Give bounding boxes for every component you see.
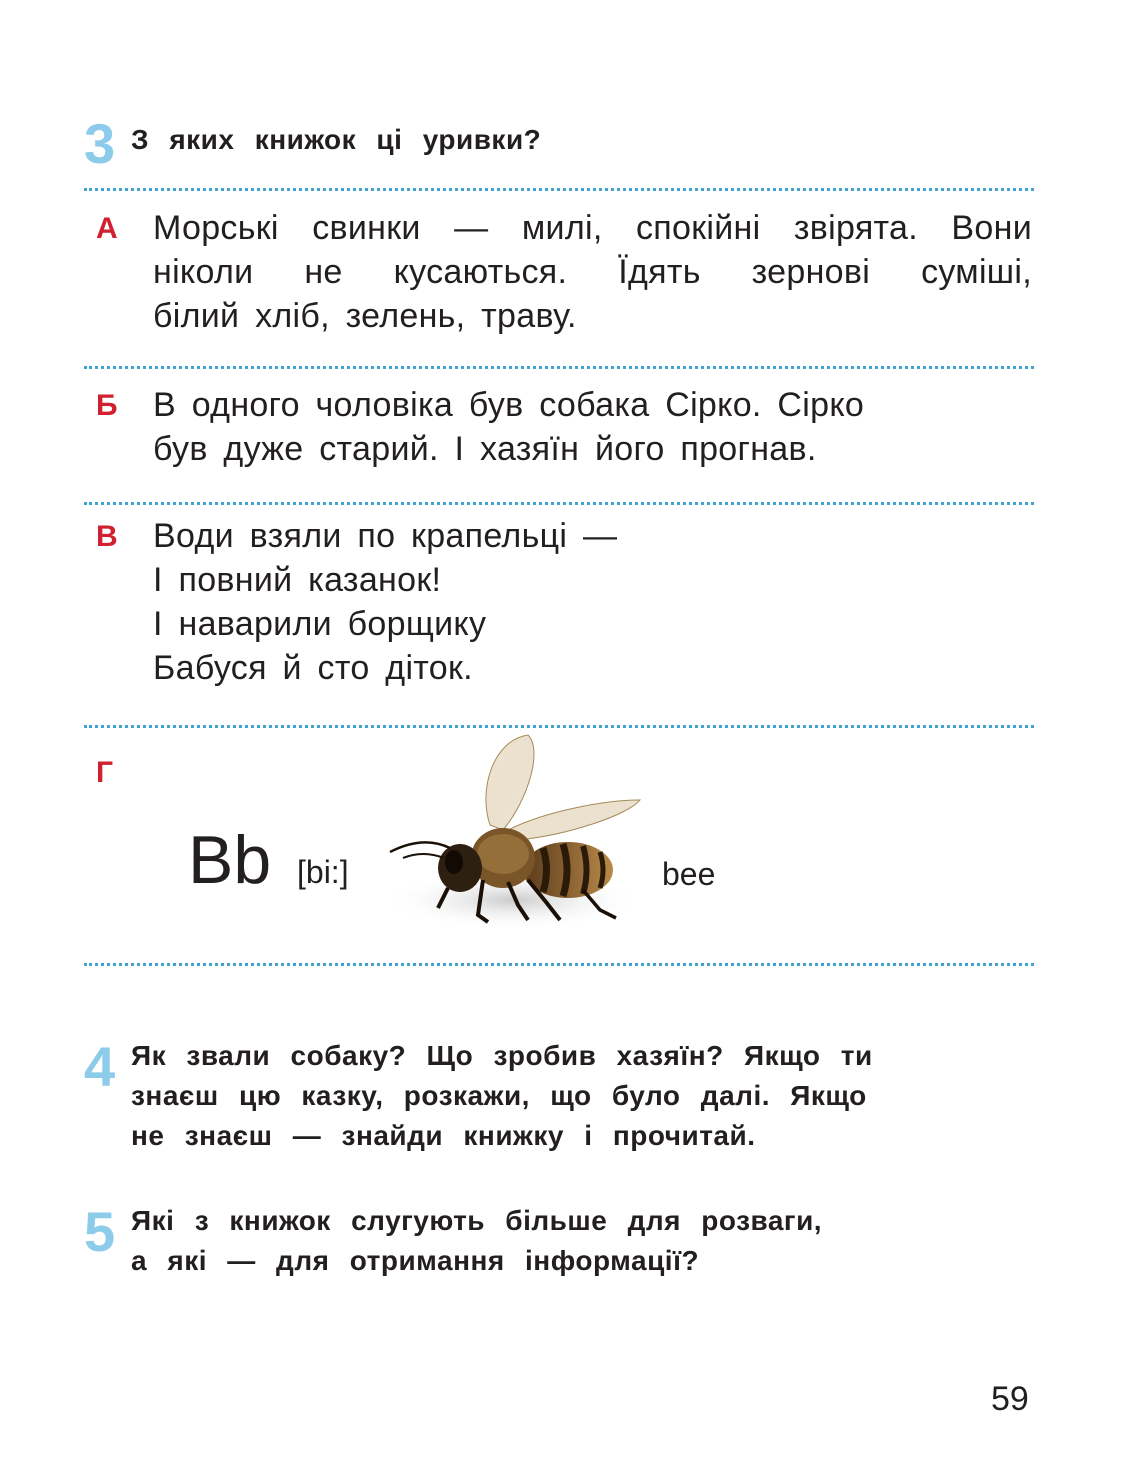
english-word: bee	[662, 856, 716, 892]
excerpt-a-text	[153, 206, 1032, 338]
transcription: [bi:]	[297, 854, 349, 890]
task-4-line: знаєш цю казку, розкажи, що було далі. Якщо	[131, 1080, 867, 1111]
divider	[84, 502, 1034, 505]
divider	[84, 366, 1034, 369]
task-4-line: не знаєш — знайди книжку і прочитай.	[131, 1120, 756, 1151]
excerpt-v-line: Бабуся й сто діток.	[153, 649, 473, 687]
excerpt-v-line: І повний казанок!	[153, 561, 442, 599]
task-5-line: а які — для отримання інформації?	[131, 1245, 700, 1276]
task-5-number: 5	[84, 1200, 116, 1263]
excerpt-b-line: був дуже старий. І хазяїн його прогнав.	[153, 430, 817, 468]
alphabet-letters: Bb	[188, 822, 272, 898]
excerpt-v-line: Води взяли по крапельці —	[153, 517, 618, 555]
excerpt-v-letter: В	[96, 520, 118, 553]
excerpt-v-text	[153, 514, 617, 690]
task-5-text	[131, 1201, 822, 1281]
excerpt-b-letter: Б	[96, 389, 118, 422]
task-3-question: З яких книжок ці уривки?	[131, 124, 542, 155]
divider	[84, 963, 1034, 966]
excerpt-v-line: І наварили борщику	[153, 605, 487, 643]
bee-photo	[378, 730, 653, 935]
excerpt-a-line: білий хліб, зелень, траву.	[153, 297, 577, 335]
excerpt-a-letter: А	[96, 212, 118, 245]
task-4-number: 4	[84, 1035, 116, 1098]
task-5-line: Які з книжок слугують більше для розваги,	[131, 1205, 823, 1236]
excerpt-b-text	[153, 383, 864, 471]
excerpt-a-line: Морські свинки — милі, спокійні звірята. Вони	[153, 209, 1032, 247]
divider	[84, 725, 1034, 728]
divider	[84, 188, 1034, 191]
task-4-text	[131, 1036, 873, 1156]
excerpt-b-line: В одного чоловіка був собака Сірко. Сірко	[153, 386, 865, 424]
task-3-number: 3	[84, 112, 116, 175]
excerpt-a-line: ніколи не кусаються. Їдять зернові суміші,	[153, 253, 1032, 291]
task-4-line: Як звали собаку? Що зробив хазяїн? Якщо ти	[131, 1040, 873, 1071]
excerpt-g-letter: Г	[96, 756, 114, 789]
page-number: 59	[991, 1380, 1029, 1418]
